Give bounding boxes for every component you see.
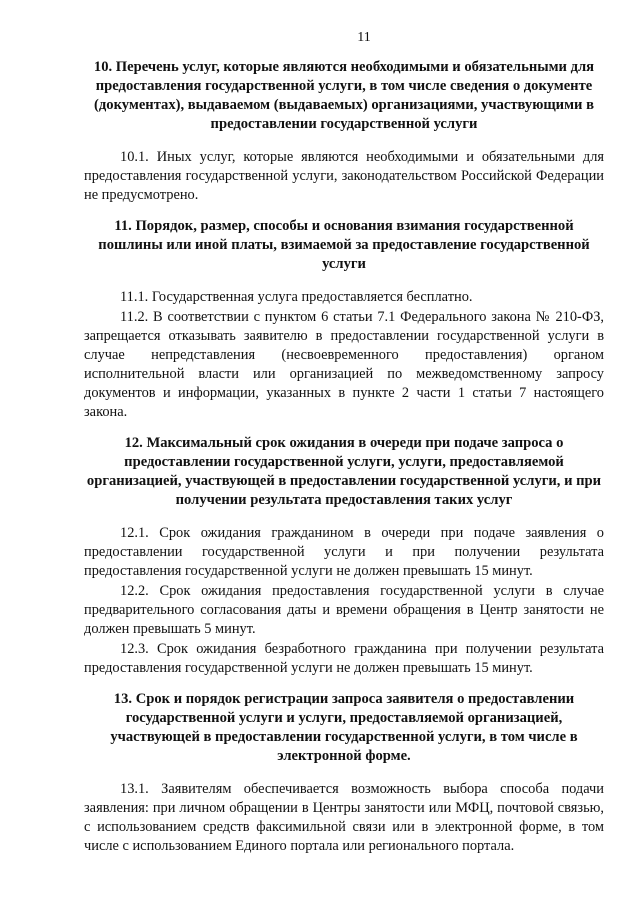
section-10-title: 10. Перечень услуг, которые являются необходимыми и обязательными для предоставления государственной услуги, в том числе сведения о документе (документах), выдаваемом (выдаваемых) организациями, участвующими в предоставлении государственной услуги [93, 59, 595, 132]
paragraph-12-1: 12.1. Срок ожидания гражданином в очереди при подаче заявления о предоставлении государственной услуги и при получении результата предоставления государственной услуги не должен превышать 15 минут. [84, 525, 604, 579]
page-number: 11 [357, 30, 371, 45]
section-12 [84, 434, 604, 678]
section-13 [84, 690, 604, 856]
section-12-title: 12. Максимальный срок ожидания в очереди при подаче запроса о предоставлении государственной услуги, услуги, предоставляемой организацией, участвующей в предоставлении государственной услуги, и при получении результата предоставления таких услуг [86, 435, 602, 508]
paragraph-12-2: 12.2. Срок ожидания предоставления государственной услуги в случае предварительного согласования даты и времени обращения в Центр занятости не должен превышать 5 минут. [84, 583, 604, 637]
paragraph-12-3: 12.3. Срок ожидания безработного гражданина при получении результата предоставления государственной услуги не должен превышать 15 минут. [84, 641, 604, 676]
paragraph-11-1: 11.1. Государственная услуга предоставляется бесплатно. [120, 289, 473, 305]
section-11 [84, 217, 604, 422]
section-11-title: 11. Порядок, размер, способы и основания взимания государственной пошлины или иной платы, взимаемой за предоставление государственной услуги [98, 218, 590, 272]
section-13-title: 13. Срок и порядок регистрации запроса заявителя о предоставлении государственной услуги и услуги, предоставляемой организацией, участвующей в предоставлении государственной услуги, в том числе в электронной форме. [110, 691, 578, 764]
paragraph-10-1: 10.1. Иных услуг, которые являются необходимыми и обязательными для предоставления государственной услуги, законодательством Российской Федерации не предусмотрено. [84, 149, 604, 203]
paragraph-13-1: 13.1. Заявителям обеспечивается возможность выбора способа подачи заявления: при личном обращении в Центры занятости или МФЦ, почтовой связью, с использованием средств факсимильной связи или в электронной форме, в том числе с использованием Единого портала или регионального портала. [84, 781, 604, 854]
section-10 [84, 58, 604, 205]
paragraph-11-2: 11.2. В соответствии с пунктом 6 статьи 7.1 Федерального закона № 210-ФЗ, запрещается отказывать заявителю в предоставлении государственной услуги в случае непредставления (несвоевременного предоставления) органом исполнительной власти или организацией по межведомственному запросу документов и информации, указанных в пункте 2 части 1 статьи 7 настоящего закона. [84, 309, 604, 420]
